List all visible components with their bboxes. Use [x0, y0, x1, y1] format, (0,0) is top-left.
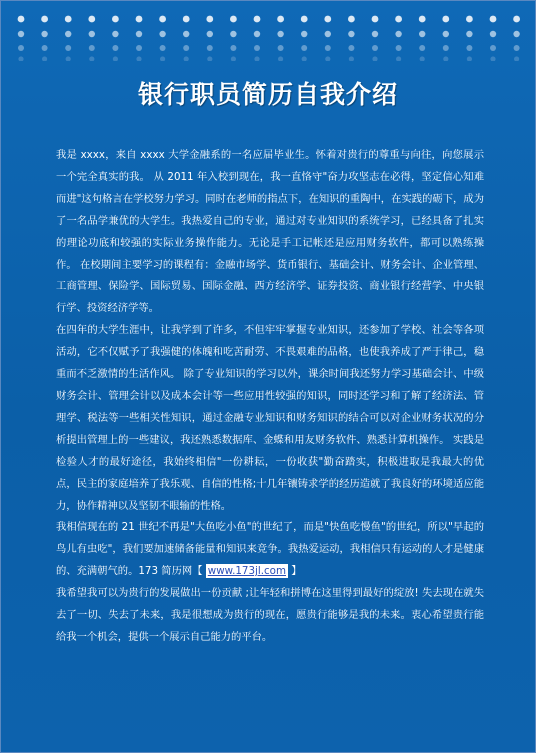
- decoration-dot: [230, 31, 236, 37]
- decoration-dot: [419, 31, 425, 37]
- decoration-dot: [490, 31, 496, 37]
- decoration-dot: [42, 45, 48, 51]
- decoration-dot: [65, 45, 71, 51]
- decoration-dot: [490, 56, 495, 61]
- decoration-dot: [513, 16, 520, 23]
- decoration-dot: [159, 16, 166, 23]
- decoration-dot: [348, 31, 354, 37]
- decoration-dot: [230, 16, 237, 23]
- decoration-dot: [136, 31, 142, 37]
- decoration-dot: [183, 16, 190, 23]
- decoration-dot: [467, 56, 472, 61]
- decoration-dot: [230, 45, 236, 51]
- decoration-dot: [65, 16, 72, 23]
- decoration-dot: [113, 56, 118, 61]
- paragraph-competition: [56, 517, 484, 583]
- decoration-dot: [207, 45, 213, 51]
- decoration-dot: [254, 45, 260, 51]
- decoration-dot: [372, 45, 378, 51]
- decoration-dot: [136, 16, 143, 23]
- decoration-dot: [88, 16, 95, 23]
- decoration-dot: [41, 31, 47, 37]
- decoration-dot: [183, 31, 189, 37]
- decoration-dot: [112, 45, 118, 51]
- decoration-dot: [66, 56, 71, 61]
- decoration-dot: [325, 56, 330, 61]
- decoration-dot: [89, 56, 94, 61]
- decoration-dot: [207, 31, 213, 37]
- decoration-dot: [348, 16, 355, 23]
- decoration-dot: [372, 56, 377, 61]
- decoration-dot: [395, 31, 401, 37]
- decoration-dot: [136, 56, 141, 61]
- decoration-dot: [184, 56, 189, 61]
- decoration-dot: [254, 56, 259, 61]
- decoration-dot: [301, 45, 307, 51]
- site-link[interactable]: www.173jl.com: [207, 565, 287, 578]
- decoration-dot: [277, 16, 284, 23]
- decoration-dot: [89, 31, 95, 37]
- decoration-dot: [466, 31, 472, 37]
- decoration-dot: [395, 16, 402, 23]
- decoration-dot: [18, 31, 24, 37]
- decoration-dot: [324, 16, 331, 23]
- decoration-dot: [490, 16, 497, 23]
- decoration-dot: [325, 31, 331, 37]
- link-close-bracket: 】: [288, 565, 302, 578]
- decoration-dot: [18, 45, 24, 51]
- decoration-dot: [160, 45, 166, 51]
- decoration-dot: [41, 16, 48, 23]
- decoration-dot: [278, 56, 283, 61]
- decoration-dot: [302, 56, 307, 61]
- decoration-dot: [159, 31, 165, 37]
- decoration-dot: [396, 56, 401, 61]
- decoration-dot: [136, 45, 142, 51]
- decoration-dot: [183, 45, 189, 51]
- paragraph-closing: 我希望我可以为贵行的发展做出一份贡献 ;让年轻和拼博在这里得到最好的绽放! 失去现在就失去了一切、失去了未来，我是很想成为贵行的现在，愿贵行能够是我的未来。衷心希望贵行能给我一个机会，提供一个展示自己能力的平台。: [56, 587, 484, 643]
- paragraph-competition-text: 我相信现在的 21 世纪不再是"大鱼吃小鱼"的世纪了，而是"快鱼吃慢鱼"的世纪，所以"早起的鸟儿有虫吃"，我们要加速储备能量和知识来竞争。我热爱运动，我相信只有运动的人才是健康的、充满朝气的。173 简历网【: [56, 521, 484, 578]
- decoration-dot: [419, 45, 425, 51]
- page-title: 银行职员简历自我介绍: [137, 80, 398, 109]
- decoration-dot: [231, 56, 236, 61]
- decoration-dot: [18, 56, 23, 61]
- decoration-dot: [207, 56, 212, 61]
- decoration-dot: [443, 56, 448, 61]
- decoration-dot: [443, 31, 449, 37]
- decoration-dot: [325, 45, 331, 51]
- decoration-dot: [277, 31, 283, 37]
- decoration-dot: [301, 31, 307, 37]
- decoration-dot: [419, 16, 426, 23]
- decoration-dot: [112, 16, 119, 23]
- decoration-dot: [89, 45, 95, 51]
- dot-pattern-decoration: [17, 15, 522, 61]
- resume-body: [56, 145, 484, 649]
- decoration-dot: [513, 31, 519, 37]
- decoration-dot: [372, 31, 378, 37]
- decoration-dot: [254, 31, 260, 37]
- decoration-dot: [396, 45, 402, 51]
- decoration-dot: [372, 16, 379, 23]
- decoration-dot: [348, 45, 354, 51]
- paragraph-intro: 我是 xxxx，来自 xxxx 大学金融系的一名应届毕业生。怀着对贵行的尊重与向往，向您展示一个完全真实的我。 从 2011 年入校到现在，我一直恪守"奋力攻坚志在必得，坚定信心知难而进"这句格言在学校努力学习。同时在老师的指点下，在知识的重陶中，在实践的砺下，成为了一名品学兼优的大学生。我热爱自己的专业，通过对专业知识的系统学习，已经具备了扎实的理论功底和较强的实际业务操作能力。无论是手工记帐还是应用财务软件，都可以熟练操作。 在校期间主要学习的课程有：金融市场学、货币银行、基础会计、财务会计、企业管理、工商管理、保险学、国际贸易、国际金融、西方经济学、证券投资、商业银行经营学、中央银行学、投资经济学等。: [56, 149, 484, 315]
- decoration-dot: [42, 56, 47, 61]
- decoration-dot: [278, 45, 284, 51]
- decoration-dot: [65, 31, 71, 37]
- decoration-dot: [514, 45, 520, 51]
- decoration-dot: [254, 16, 261, 23]
- decoration-dot: [112, 31, 118, 37]
- decoration-dot: [466, 45, 472, 51]
- decoration-dot: [206, 16, 213, 23]
- decoration-dot: [442, 16, 449, 23]
- decoration-dot: [443, 45, 449, 51]
- decoration-dot: [18, 16, 25, 23]
- decoration-dot: [301, 16, 308, 23]
- paragraph-university-life: 在四年的大学生涯中，让我学到了许多，不但牢牢掌握专业知识，还参加了学校、社会等各项活动，它不仅赋予了我强健的体魄和吃苦耐劳、不畏艰难的品格，也使我养成了严于律己，稳重而不乏激情的生活作风。 除了专业知识的学习以外，课余时间我还努力学习基础会计、中级财务会计、管理会计以及成本会计等一些应用性较强的知识，同时还学习和了解了经济法、管理学、税法等一些相关性知识，通过金融专业知识和财务知识的结合可以对企业财务状况的分析提出管理上的一些建议，我还熟悉数据库、金蝶和用友财务软件、熟悉计算机操作。 实践是检验人才的最好途径，我始终相信"一份耕耘，一份收获"勤奋踏实，积极进取是我最大的优点，民主的家庭培养了我乐观、自信的性格;十几年镶铸求学的经历造就了我良好的环境适应能力，协作精神以及坚韧不眼输的性格。: [56, 324, 484, 512]
- decoration-dot: [466, 16, 473, 23]
- decoration-dot: [514, 56, 519, 61]
- decoration-dot: [490, 45, 496, 51]
- decoration-dot: [349, 56, 354, 61]
- decoration-dot: [160, 56, 165, 61]
- decoration-dot: [420, 56, 425, 61]
